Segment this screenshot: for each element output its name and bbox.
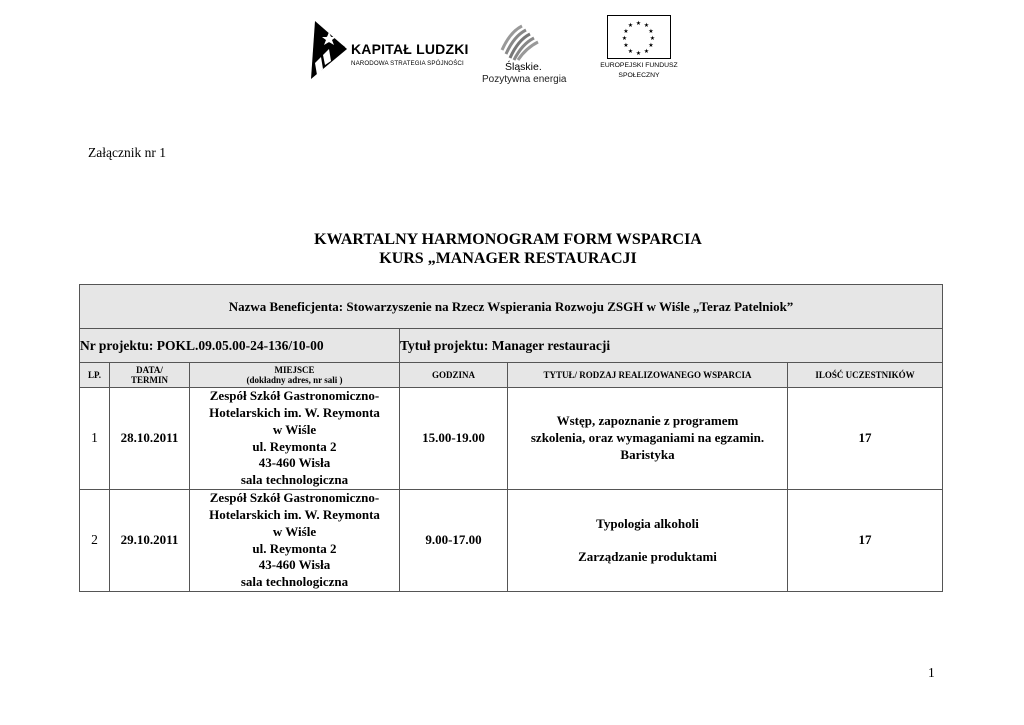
- place-line: Zespół Szkół Gastronomiczno-: [209, 490, 380, 506]
- row-lp: 1: [80, 388, 110, 490]
- place-line: Zespół Szkół Gastronomiczno-: [209, 388, 380, 404]
- header-participants: ILOŚĆ UCZESTNIKÓW: [788, 363, 943, 388]
- eu-fund-line2: SPOŁECZNY: [618, 72, 660, 79]
- row-date: 28.10.2011: [110, 388, 190, 490]
- schedule-table: [79, 284, 943, 592]
- row-support: [508, 490, 788, 592]
- support-line: Baristyka: [620, 446, 675, 462]
- place-line: Hotelarskich im. W. Reymonta: [209, 404, 380, 420]
- svg-text:★: ★: [643, 49, 650, 55]
- beneficiary-row: [80, 285, 943, 329]
- header-support: TYTUŁ/ RODZAJ REALIZOWANEGO WSPARCIA: [508, 363, 788, 388]
- support-line: Wstęp, zapoznanie z programem: [556, 413, 739, 429]
- eu-fund-line1: EUROPEJSKI FUNDUSZ: [600, 62, 678, 69]
- place-line: ul. Reymonta 2: [252, 540, 337, 556]
- header-place: [190, 363, 400, 388]
- row-place: [190, 388, 400, 490]
- document-title: KWARTALNY HARMONOGRAM FORM WSPARCIA: [314, 231, 702, 248]
- row-hours: 9.00-17.00: [400, 490, 508, 592]
- svg-text:★: ★: [635, 51, 642, 57]
- support-line: szkolenia, oraz wymaganiami na egzamin.: [530, 430, 765, 446]
- table-row: [80, 490, 943, 592]
- slaskie-slogan: Pozytywna energia: [482, 74, 567, 85]
- kapital-ludzki-subtitle: NARODOWA STRATEGIA SPÓJNOŚCI: [351, 60, 464, 67]
- place-line: Hotelarskich im. W. Reymonta: [209, 506, 380, 522]
- kapital-ludzki-title: KAPITAŁ LUDZKI: [351, 41, 469, 57]
- svg-text:★: ★: [643, 23, 650, 29]
- header-lp: LP.: [80, 363, 110, 388]
- beneficiary-cell: Nazwa Beneficjenta: Stowarzyszenie na Rzecz Wspierania Rozwoju ZSGH w Wiśle „Teraz Patelniok”: [80, 285, 943, 329]
- place-line: w Wiśle: [272, 421, 317, 437]
- header-date-line2: TERMIN: [130, 375, 168, 385]
- kapital-ludzki-emblem-icon: [309, 19, 349, 81]
- eu-flag-icon: [607, 15, 671, 59]
- table-row: [80, 388, 943, 490]
- svg-text:★: ★: [635, 21, 642, 27]
- row-hours: 15.00-19.00: [400, 388, 508, 490]
- row-participants: 17: [788, 388, 943, 490]
- project-row: [80, 329, 943, 363]
- header-date-line1: DATA/: [136, 365, 163, 375]
- project-number-cell: Nr projektu: POKL.09.05.00-24-136/10-00: [80, 329, 400, 363]
- row-date: 29.10.2011: [110, 490, 190, 592]
- attachment-label: Załącznik nr 1: [88, 145, 166, 160]
- svg-text:★: ★: [623, 43, 629, 49]
- svg-text:★: ★: [627, 23, 634, 29]
- svg-text:★: ★: [623, 29, 629, 35]
- support-line: Zarządzanie produktami: [578, 548, 717, 564]
- support-spacer: [508, 533, 787, 549]
- header-place-line2: (dokładny adres, nr sali ): [246, 375, 343, 385]
- support-line: Typologia alkoholi: [596, 515, 699, 531]
- document-subtitle: KURS „MANAGER RESTAURACJI: [379, 250, 637, 267]
- project-title-cell: Tytuł projektu: Manager restauracji: [400, 329, 943, 363]
- page-number: 1: [928, 665, 935, 680]
- place-line: 43-460 Wisła: [258, 455, 331, 471]
- svg-text:★: ★: [648, 43, 654, 49]
- slaskie-logo: [480, 18, 570, 88]
- slaskie-wave-icon: [480, 18, 570, 62]
- svg-text:★: ★: [621, 36, 628, 42]
- header-date: [110, 363, 190, 388]
- place-line: w Wiśle: [272, 523, 317, 539]
- svg-text:★: ★: [627, 49, 634, 55]
- slaskie-title: Śląskie.: [505, 61, 542, 73]
- svg-text:★: ★: [648, 29, 654, 35]
- svg-text:★: ★: [649, 36, 656, 42]
- kapital-ludzki-logo: [309, 19, 469, 81]
- eu-logo: [598, 15, 684, 81]
- table-header-row: [80, 363, 943, 388]
- row-support: [508, 388, 788, 490]
- header-place-line1: MIEJSCE: [274, 365, 315, 375]
- place-line: ul. Reymonta 2: [252, 438, 337, 454]
- row-place: [190, 490, 400, 592]
- header-hours: GODZINA: [400, 363, 508, 388]
- row-participants: 17: [788, 490, 943, 592]
- row-lp: 2: [80, 490, 110, 592]
- place-line: 43-460 Wisła: [258, 557, 331, 573]
- place-line: sala technologiczna: [240, 574, 349, 590]
- place-line: sala technologiczna: [240, 472, 349, 488]
